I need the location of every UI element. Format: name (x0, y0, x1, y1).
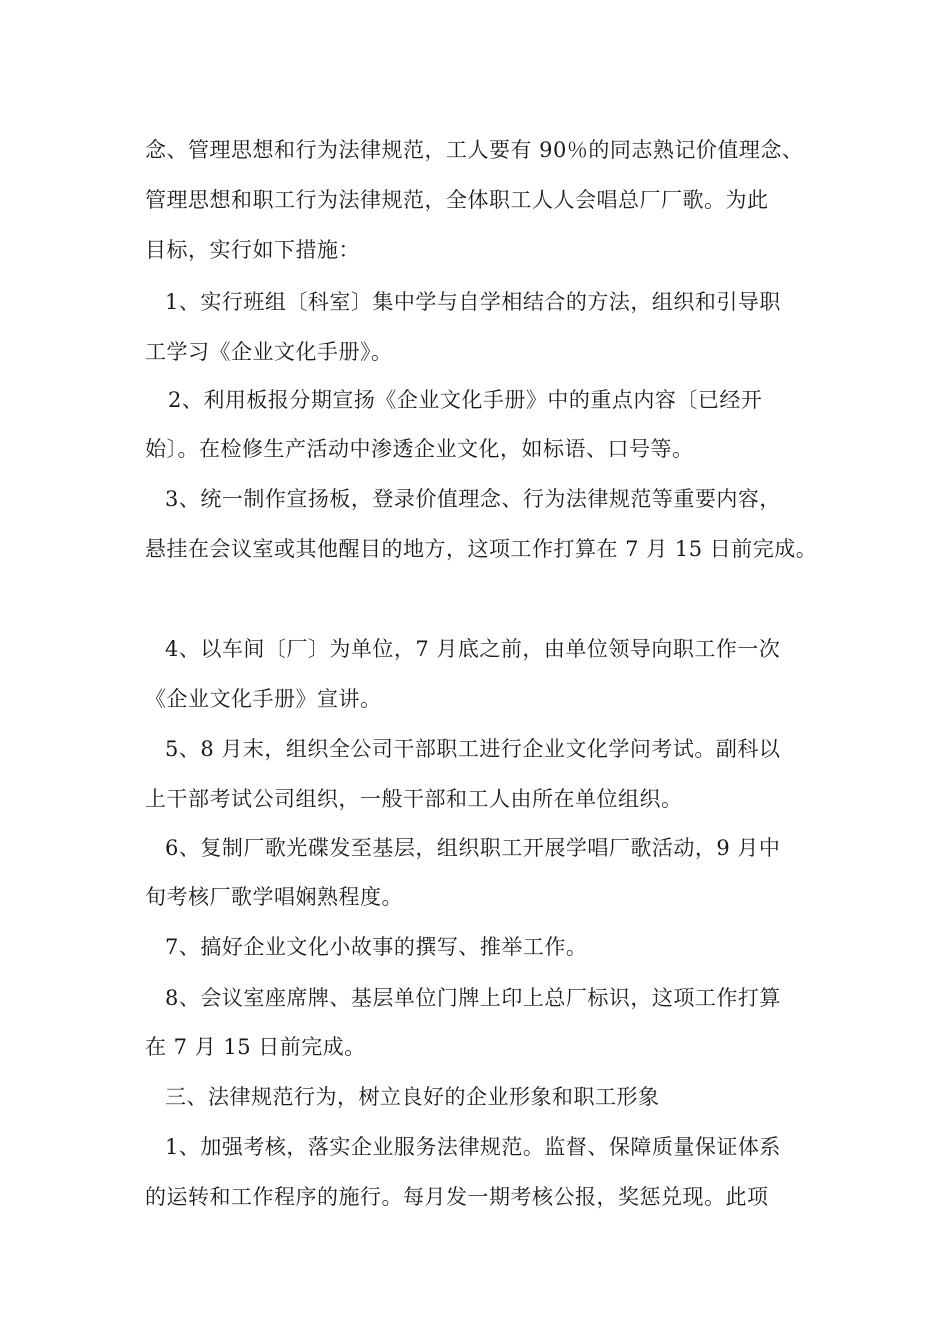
text-line: 旬考核厂歌学唱娴熟程度。 (145, 885, 403, 909)
text-line: 管理思想和职工行为法律规范，全体职工人人会唱总厂厂歌。为此 (145, 188, 769, 212)
list-item-3: 3、统一制作宣扬板，登录价值理念、行为法律规范等重要内容， (165, 487, 781, 511)
list-item-2: 2、利用板报分期宣扬《企业文化手册》中的重点内容〔已经开 (168, 388, 763, 412)
list-item-1: 1、加强考核，落实企业服务法律规范。监督、保障质量保证体系 (165, 1135, 781, 1159)
text-line: 上干部考试公司组织，一般干部和工人由所在单位组织。 (145, 787, 683, 811)
list-item-4: 4、以车间〔厂〕为单位，7 月底之前，由单位领导向职工作一次 (165, 637, 781, 661)
list-item-6: 6、复制厂歌光碟发至基层，组织职工开展学唱厂歌活动，9 月中 (165, 836, 781, 860)
list-item-5: 5、8 月末，组织全公司干部职工进行企业文化学问考试。副科以 (165, 737, 781, 761)
text-line: 工学习《企业文化手册》。 (145, 340, 393, 364)
list-item-7: 7、搞好企业文化小故事的撰写、推举工作。 (165, 935, 588, 959)
text-line: 在 7 月 15 日前完成。 (145, 1035, 366, 1059)
text-line: 的运转和工作程序的施行。每月发一期考核公报，奖惩兑现。此项 (145, 1185, 769, 1209)
text-line: 悬挂在会议室或其他醒目的地方，这项工作打算在 7 月 15 日前完成。 (145, 537, 818, 561)
text-line: 《企业文化手册》宣讲。 (145, 687, 382, 711)
text-line: 目标，实行如下措施： (145, 238, 360, 262)
text-line: 念、管理思想和行为法律规范，工人要有 90％的同志熟记价值理念、 (145, 138, 804, 162)
text-line: 始〕。在检修生产活动中渗透企业文化，如标语、口号等。 (145, 437, 694, 461)
section-heading: 三、法律规范行为，树立良好的企业形象和职工形象 (165, 1085, 660, 1109)
list-item-1: 1、实行班组〔科室〕集中学与自学相结合的方法，组织和引导职 (165, 290, 781, 314)
list-item-8: 8、会议室座席牌、基层单位门牌上印上总厂标识，这项工作打算 (165, 986, 781, 1010)
